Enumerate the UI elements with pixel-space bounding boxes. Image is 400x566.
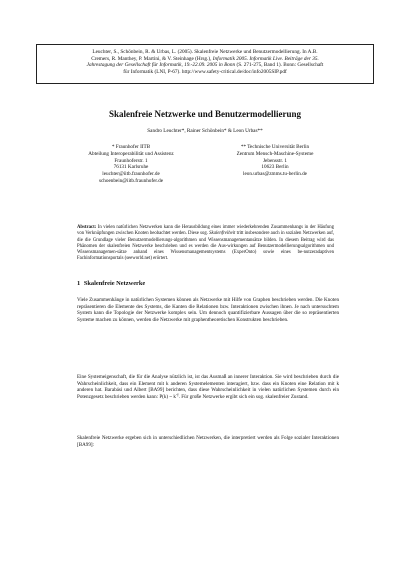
abstract-text-b: tritt insbesondere auch in sozialen Netzwerken auf, die die Grundlage vieler Benutzermodellierungs-algorithmen und Wissensmanagementansätze bilden. In diesem Beitrag wird das Phänomen der skalenfreien Netzwerke beschrieben und es werden die Aus-wirkungen auf Benutzermodellierungsalgorithmen und Wissensmanagemen-sätze anhand eines Wissensmanagementsystems (ExperOnto) sowie eines be-nutzeradaptiven Fachinformationsportals (seeworld.net) erörtert. [77, 231, 335, 262]
paragraph [77, 374, 339, 400]
citation-line-1: Leuchter, S., Schönbein, R. & Urbas, L. (2005). Skalenfreie Netzwerke und Benutzermodellierung. In A.B. [92, 49, 318, 55]
paragraph: Skalenfreie Netzwerke ergeben sich in unterschiedlichen Netzwerken, die interpretiert werden als Folge sozialer Interaktionen [BA99]: [77, 435, 339, 448]
abstract-label: Abstract: [77, 225, 97, 230]
citation-line-3-text: (S. 271-275, Band 1). Bonn: Gesellschaft [236, 62, 324, 69]
citation-line-2-text: Cremers, R. Manthey, P. Martini, & V. Steinhage (Hrsg.), [91, 55, 212, 62]
affiliation-line: Zentrum Mensch-Maschine-Systeme [236, 150, 314, 157]
paragraph-text-a: Eine Systemeigenschaft, die für die Analyse nützlich ist, ist das Ausmaß an innerer Interaktion. Sie wird beschrieben durch die Wahrscheinlichkeit, dass ein Element mit k anderen Systemelementen interagiert, bzw. dass ein Knoten eine Relation mit k anderen hat. Barabási und Albert [BA99] berichten, dass diese Wahrscheinlichkeit in vielen natürlichen Systemen durch ein Potenzgesetz beschrieben werden kann: P(k) ~ k [77, 374, 339, 400]
affiliation-email: leon.urbas@zmms.tu-berlin.de [243, 171, 307, 178]
citation-line-4: für Informatik (LNI, P-67). http://www.safety-critical.de/doc/info2005SIP.pdf [123, 69, 287, 76]
affiliation-line: * Fraunhofer IITB [111, 144, 151, 150]
affiliation-line: Abteilung Interoperabilität und Assistenz [88, 150, 174, 157]
affiliation-email: schoenbein@iitb.fraunhofer.de [98, 177, 164, 184]
affiliation-left [56, 144, 206, 185]
author-list: Sandro Leuchter*, Rainer Schönbein* & Leon Urbas** [147, 128, 263, 134]
citation-line-2-italic: Informatik 2005. Informatik Live. Beiträge der 35. [212, 55, 319, 62]
abstract-text-a: In vielen natürlichen Netzwerken kann die Herausbildung eines immer wiederkehrenden Zusammenhangs in der Häufung von Verknüpfungen zwischen Knoten beobachtet werden. Diese sog. [77, 225, 334, 237]
citation-line-3 [42, 62, 368, 69]
formula-exponent: -γ [175, 391, 179, 396]
citation-line-3-italic: Jahrestagung der Gesellschaft für Informatik, 19.-22.09. 2005 in Bonn [86, 62, 236, 69]
affiliation-line: 76131 Karlsruhe [113, 164, 149, 171]
affiliation-line: Fraunhoferstr. 1 [114, 157, 148, 164]
affiliation-line: ** Technische Universität Berlin [240, 144, 310, 150]
paragraph: Viele Zusammenhänge in natürlichen Systemen können als Netzwerke mit Hilfe von Graphen beschrieben werden. Die Knoten repräsentieren die Elemente des Systems, die Kanten die Relationen bzw. Interaktionen zwischen ihnen. Je nach untersuchtem System kann die Topologie der Netzwerke komplex sein. Um dennoch quantifizierbare Aussagen über die so repräsentierten Systeme machen zu können, werden die Netzwerke mit graphentheoretischen Konstrukten beschrieben. [77, 297, 339, 323]
citation-line-2 [42, 56, 368, 63]
citation-box [36, 44, 374, 84]
affiliation-right [200, 144, 350, 178]
abstract [77, 225, 334, 263]
section-title: Skalenfreie Netzwerke [83, 280, 146, 287]
abstract-text-italic: Skalenfreiheit [209, 231, 236, 237]
affiliation-line: 10623 Berlin [261, 164, 289, 171]
paragraph-text-b: . Für große Netzwerke ergibt sich ein sog. skalenfreier Zustand. [178, 393, 309, 400]
section-number: 1 [77, 280, 81, 287]
affiliation-email: leuchter@iitb.fraunhofer.de [102, 171, 160, 178]
section-heading [77, 280, 337, 287]
affiliation-line: Jebensstr. 1 [263, 157, 287, 164]
paper-title: Skalenfreie Netzwerke und Benutzermodellierung [108, 109, 302, 119]
